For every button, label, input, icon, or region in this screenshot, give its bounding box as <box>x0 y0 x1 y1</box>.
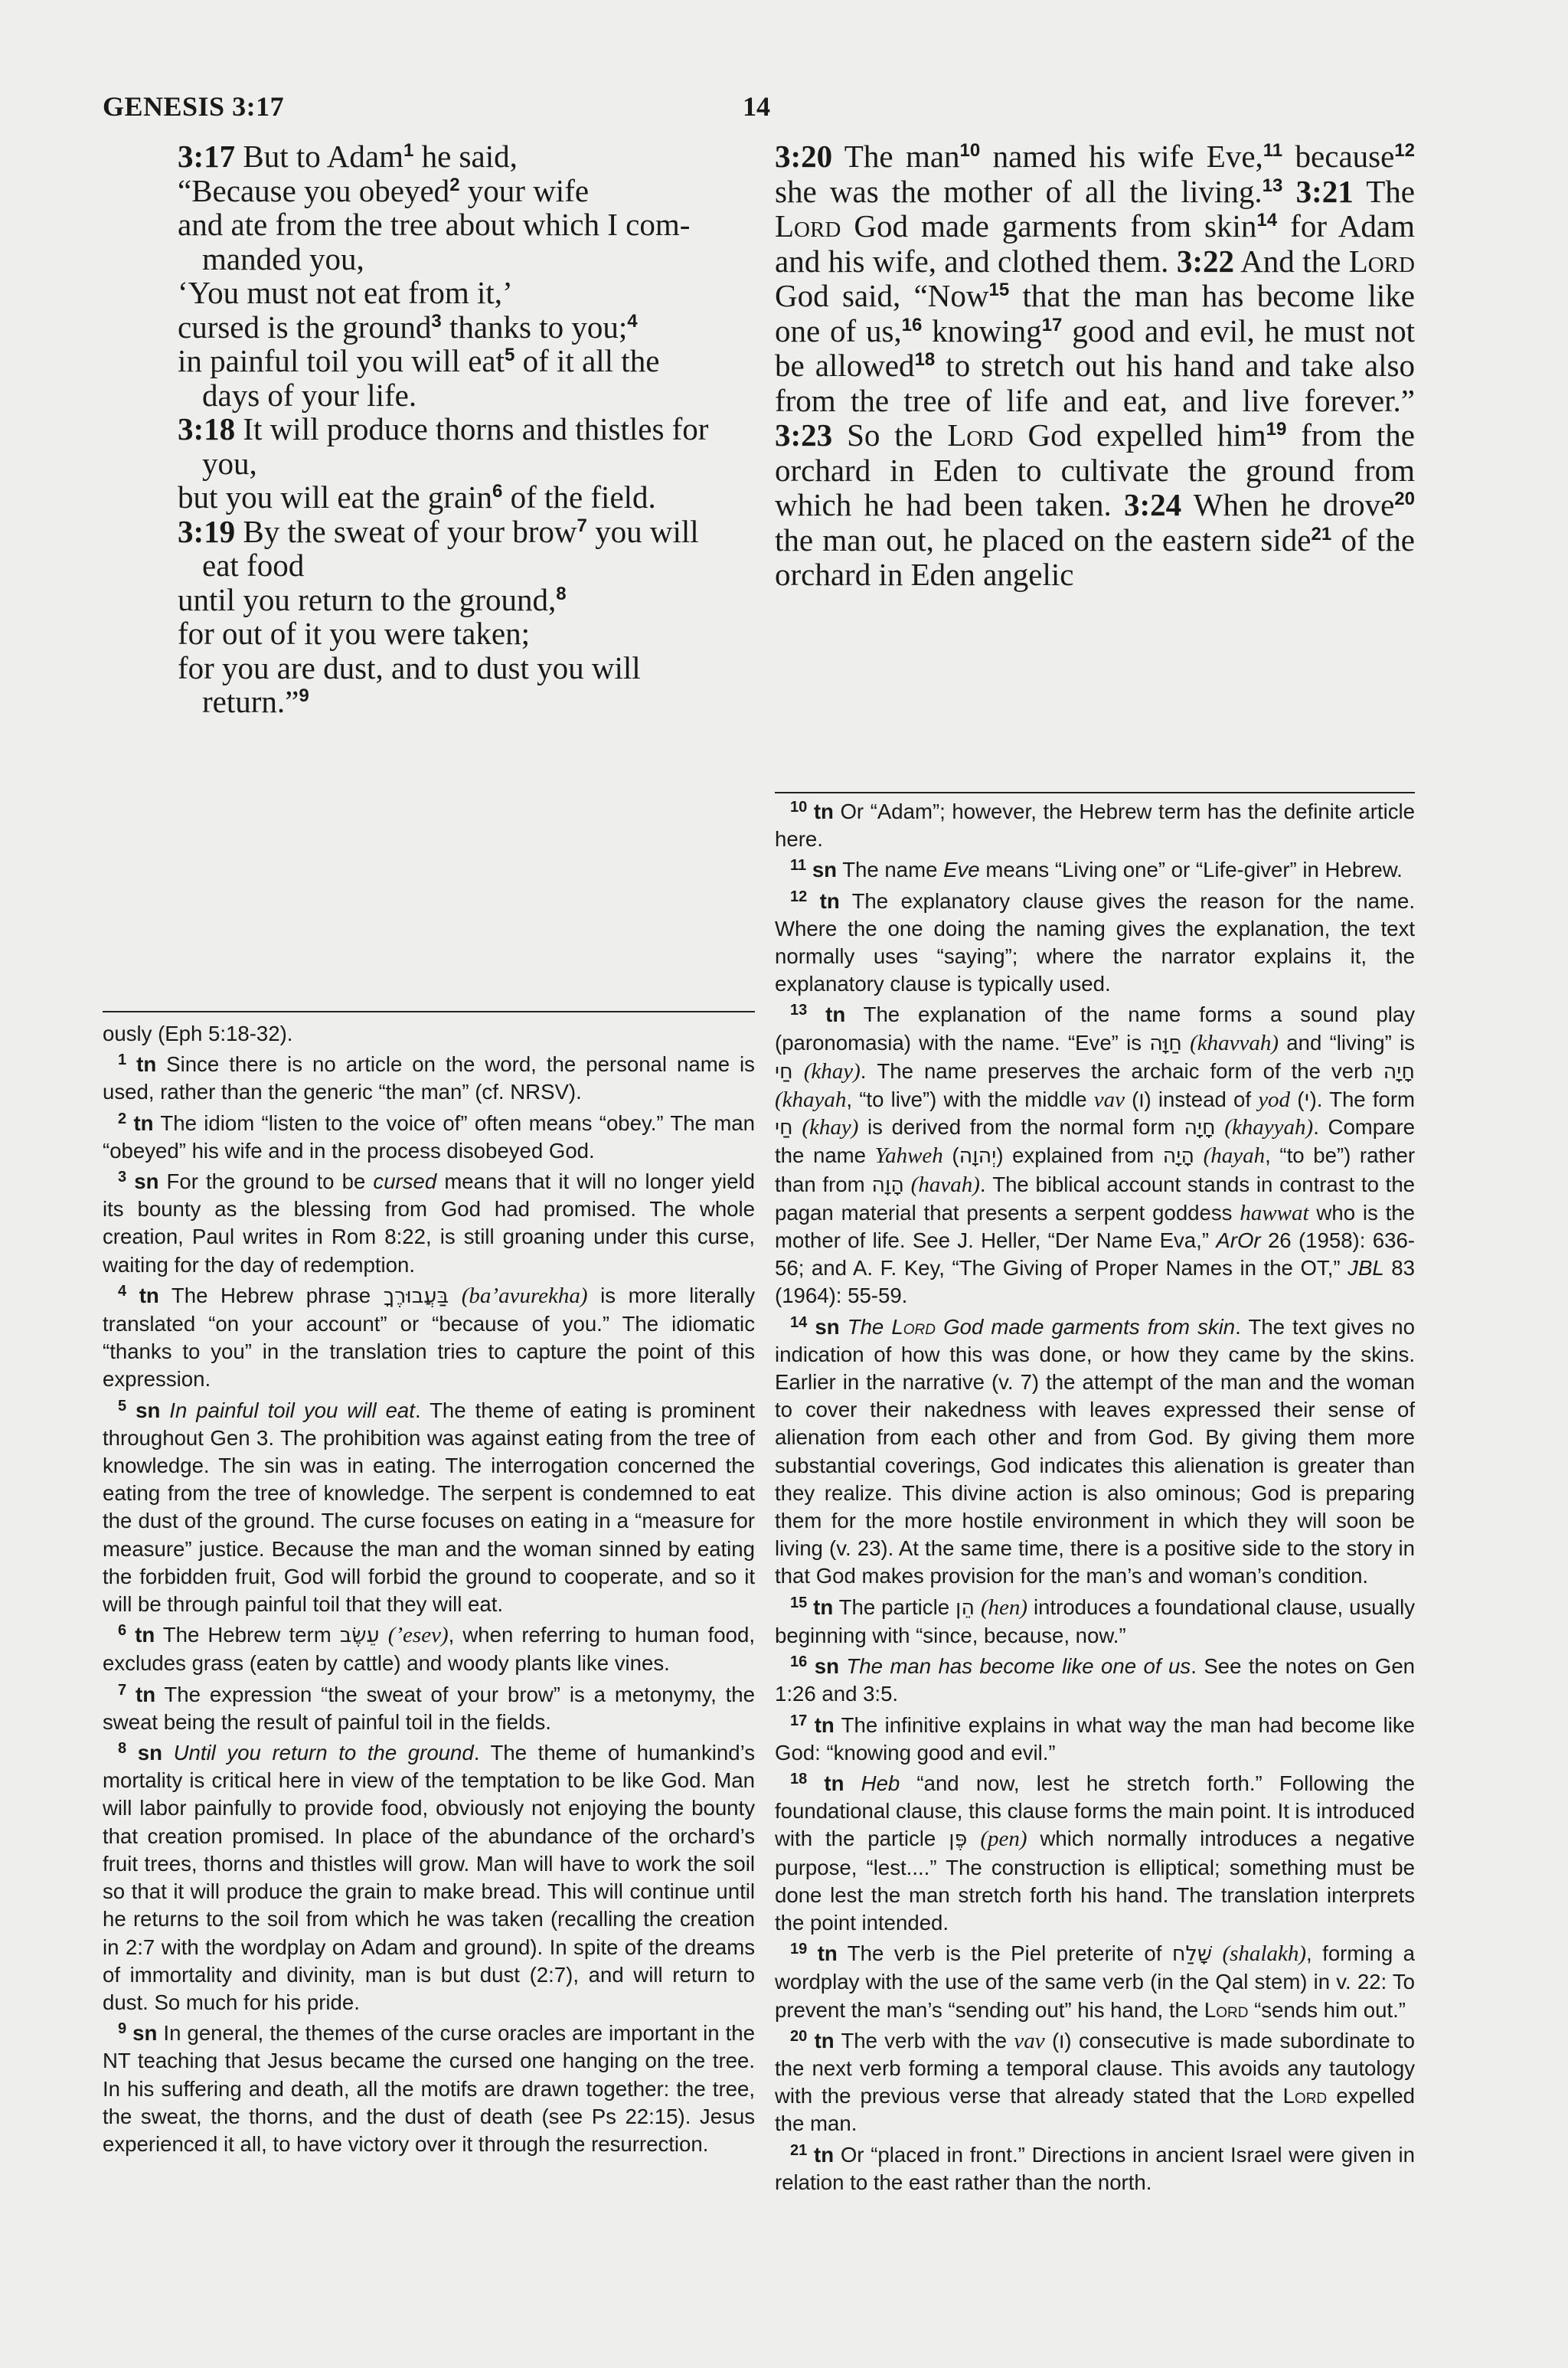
footnote <box>775 856 1415 884</box>
footnote <box>775 1594 1415 1650</box>
text-run: The <box>1353 173 1415 209</box>
footnote <box>775 1001 1415 1310</box>
italic-text: The <box>847 1314 892 1339</box>
verse-number: 3:22 <box>1176 243 1234 279</box>
footnote <box>103 1282 755 1394</box>
transliteration: (khayah <box>775 1088 847 1113</box>
text-run: , forming a wordplay with the use of the same verb (in the Qal stem) in v. 22: To prevent the man’s “sending out” his hand, the <box>775 1941 1415 2022</box>
hebrew-word: שָׁלַח <box>1171 1942 1212 1967</box>
footnote-number: 9 <box>118 2020 127 2038</box>
text-run: “and now, lest he stretch forth.” Following the foundational clause, this clause forms the main point. It is introduced with the particle <box>775 1771 1415 1851</box>
footnote <box>775 1653 1415 1708</box>
text-run: manded you, <box>202 240 364 276</box>
hebrew-word: עֵשֶׂב <box>339 1624 380 1648</box>
transliteration: (’esev) <box>387 1623 449 1648</box>
text-run: ously (Eph 5:18-32). <box>103 1022 293 1045</box>
footnote-tag: sn <box>815 1314 840 1339</box>
footnote-rule-left <box>103 1011 755 1012</box>
transliteration: (khayyah) <box>1224 1115 1314 1140</box>
transliteration: (shalakh) <box>1222 1941 1307 1967</box>
text-run: . The theme of eating is prominent throughout Gen 3. The prohibition was against eating from the tree of knowledge. The sin was in eating. The interrogation concerned the eating from the tree of knowledge. The serpent is condemned to eat the dust of the ground. The curse focuses on eating in a “measure for measure” justice. Because the man and the woman sinned by eating the forbidden fruit, God will forbid the ground to cooperate, and so it will be through painful toil that they will eat. <box>103 1398 756 1617</box>
footnote-number: 15 <box>790 1594 808 1611</box>
text-run: For the ground to be <box>158 1169 374 1194</box>
running-head: GENESIS 3:17 <box>103 91 285 122</box>
transliteration: (ba’avurekha) <box>461 1283 588 1308</box>
text-run <box>793 1115 802 1139</box>
footnote-number: 10 <box>790 799 808 816</box>
text-run <box>1182 1031 1190 1055</box>
verse-number: 3:24 <box>1124 487 1182 522</box>
transliteration: vav <box>1093 1088 1125 1113</box>
text-run: you will <box>586 513 699 549</box>
text-run: expelled the man. <box>775 2084 1415 2136</box>
footnote-marker: 4 <box>627 310 638 332</box>
poetry-line <box>178 583 760 617</box>
footnote-marker: 14 <box>1256 210 1278 231</box>
footnote-tag: sn <box>812 858 838 882</box>
text-run: It will produce thorns and thistles for <box>235 411 709 446</box>
text-run: “sends him out.” <box>1248 1997 1406 2022</box>
footnote-tag: sn <box>134 1169 159 1194</box>
text-run: Or “placed in front.” Directions in ancient Israel were given in relation to the east rather than the north. <box>775 2142 1415 2194</box>
italic-text: Heb <box>861 1771 900 1795</box>
footnote-tag: tn <box>133 1110 154 1135</box>
text-run <box>380 1623 388 1647</box>
footnote <box>103 1397 755 1619</box>
text-run: thanks to you; <box>441 309 628 345</box>
footnote-tag: sn <box>132 2021 158 2046</box>
footnote <box>775 798 1415 853</box>
footnote-marker: 1 <box>403 140 414 161</box>
footnote-number: 21 <box>790 2141 808 2159</box>
poetry-line <box>178 412 760 446</box>
text-run: But to Adam <box>235 139 403 174</box>
footnote <box>775 1313 1415 1591</box>
poetry-line <box>178 378 760 413</box>
footnote <box>775 1712 1415 1767</box>
verse-number: 3:21 <box>1295 173 1354 209</box>
small-caps-word: Lord <box>1204 1997 1249 2022</box>
footnotes-right-column <box>775 798 1415 2200</box>
text-run: because <box>1282 139 1395 174</box>
text-run: By the sweat of your brow <box>235 513 577 549</box>
small-caps-word: Lord <box>891 1314 936 1339</box>
footnote <box>775 888 1415 999</box>
poetry-line <box>178 242 760 276</box>
text-run: (ו) consecutive is made subordinate to the next verb forming a temporal clause. This avoids any tautology with the previous verse that already stated that the <box>775 2028 1415 2108</box>
footnote-number: 7 <box>118 1681 127 1699</box>
text-run: 83 (1964): 55-59. <box>775 1256 1415 1308</box>
poetry-line <box>178 344 760 378</box>
footnote-tag: sn <box>814 1654 839 1679</box>
footnote-tag: tn <box>814 2142 835 2167</box>
footnote <box>775 2027 1415 2138</box>
hebrew-word: חַי <box>775 1116 793 1140</box>
footnote-marker: 7 <box>577 515 587 536</box>
text-run: she was the mother of all the living. <box>775 173 1263 209</box>
footnote-tag: tn <box>825 1002 846 1027</box>
transliteration: (khay) <box>802 1115 859 1140</box>
small-caps-word: Lord <box>947 417 1014 453</box>
italic-text: cursed <box>373 1169 437 1194</box>
text-run: ( <box>942 1143 959 1168</box>
text-run: . The biblical account stands in contrast to the pagan material that presents a serpent goddess <box>775 1172 1416 1225</box>
text-run: is derived from the normal form <box>858 1115 1184 1140</box>
footnote-marker: 19 <box>1266 419 1287 440</box>
footnote-tag: tn <box>813 1594 834 1619</box>
footnotes-left-column <box>103 1020 755 2161</box>
footnote <box>103 1739 755 2016</box>
footnote-marker: 21 <box>1311 523 1332 545</box>
text-run: The verb is the Piel preterite of <box>837 1941 1172 1966</box>
text-run: The verb with the <box>834 2028 1014 2052</box>
hebrew-word: הָוָה <box>871 1173 904 1197</box>
hebrew-word: חַי <box>775 1059 793 1084</box>
text-run: who is the mother of life. See J. Heller, “Der Name Eva,” <box>775 1200 1416 1253</box>
footnote-tag: tn <box>817 1941 838 1966</box>
text-run: 26 (1958): 636-56; and A. F. Key, “The Giving of Proper Names in the OT,” <box>775 1228 1415 1280</box>
footnote-number: 13 <box>790 1002 808 1019</box>
text-run: eat food <box>202 548 305 583</box>
text-run <box>162 1741 174 1765</box>
text-run: In general, the themes of the curse oracles are important in the NT teaching that Jesus became the cursed one hanging on the tree. In his suffering and death, all the motifs are drawn together: the tree, the sweat, the thorns, and the dust of death (see Ps 22:15). Jesus experienced it all, to have victory over it through the resurrection. <box>103 2021 755 2156</box>
italic-text: JBL <box>1348 1256 1384 1280</box>
footnote-marker: 6 <box>492 481 503 502</box>
text-run <box>839 1654 846 1678</box>
text-run: which normally introduces a negative purpose, “lest....” The construction is elliptical; something must be done lest the man stretch forth his hand. The translation interprets the point intended. <box>775 1827 1415 1935</box>
footnote-tag: tn <box>814 1712 835 1737</box>
text-run: the man out, he placed on the eastern side <box>775 522 1312 558</box>
text-run: for Adam and his wife, and clothed them. <box>775 208 1415 279</box>
footnote <box>775 1770 1415 1937</box>
footnote-tag: tn <box>136 1682 156 1706</box>
footnote <box>103 1681 755 1736</box>
small-caps-word: Lord <box>1282 2084 1328 2108</box>
poetry-block-genesis-3-17-19 <box>178 139 760 719</box>
text-run: he said, <box>413 139 518 174</box>
footnote <box>103 1168 755 1279</box>
text-run: and “living” is <box>1279 1030 1415 1055</box>
text-run: Since there is no article on the word, the personal name is used, rather than the generic “the man” (cf. NRSV). <box>103 1052 755 1104</box>
footnote-tag: tn <box>139 1283 159 1307</box>
text-run <box>793 1059 804 1083</box>
italic-text: ArOr <box>1216 1228 1261 1253</box>
footnote-marker: 11 <box>1263 140 1283 161</box>
italic-text: Until you return to the ground <box>173 1741 474 1765</box>
text-run <box>1282 174 1295 209</box>
text-run: of it all the <box>514 343 660 378</box>
footnote-number: 5 <box>118 1397 127 1415</box>
text-run: for you are dust, and to dust you will <box>178 649 641 685</box>
text-run <box>1212 1941 1222 1965</box>
text-run: The explanation of the name forms a sound play (paronomasia) with the name. “Eve” is <box>775 1002 1415 1055</box>
text-run <box>840 1315 848 1339</box>
text-run <box>904 1173 911 1196</box>
text-run: (ו) instead of <box>1124 1088 1259 1112</box>
footnote-number: 17 <box>790 1712 808 1729</box>
poetry-line <box>178 480 760 515</box>
footnote <box>103 2020 755 2158</box>
text-run: ‘You must not eat from it,’ <box>178 275 513 310</box>
hebrew-word: חָיָה <box>1184 1116 1216 1140</box>
text-run: days of your life. <box>202 377 417 413</box>
footnote-number: 2 <box>118 1110 127 1127</box>
poetry-line <box>178 515 760 549</box>
text-run: introduces a foundational clause, usually beginning with “since, because, now.” <box>775 1594 1415 1647</box>
text-run <box>975 1595 981 1619</box>
footnote-number: 8 <box>118 1740 127 1758</box>
footnote-marker: 5 <box>505 345 515 365</box>
text-run: and ate from the tree about which I com- <box>178 207 691 242</box>
text-run <box>844 1771 861 1795</box>
poetry-line <box>178 139 760 174</box>
footnote-marker: 18 <box>914 349 936 370</box>
hebrew-word: חָיָה <box>1383 1059 1415 1084</box>
text-run: The Hebrew term <box>155 1623 340 1647</box>
footnote-marker: 13 <box>1262 175 1283 196</box>
text-run: that the man has become like one of us, <box>775 278 1415 348</box>
footnote-number: 16 <box>790 1653 808 1671</box>
text-run: . Compare the name <box>775 1115 1416 1168</box>
footnote-marker: 17 <box>1041 314 1063 335</box>
text-run: means that it will no longer yield its bounty as the blessing from God had promised. The whole creation, Paul writes in Rom 8:22, is still groaning under this curse, waiting for the day of redemption. <box>103 1169 756 1277</box>
text-run: , when referring to human food, excludes grass (eaten by cattle) and woody plants like vines. <box>103 1623 755 1676</box>
footnote-marker: 10 <box>959 140 981 161</box>
hebrew-word: בַּעֲבוּרֶךָ <box>383 1284 449 1308</box>
footnote <box>775 2141 1415 2196</box>
page-number: 14 <box>743 91 770 122</box>
footnote-marker: 3 <box>431 310 442 332</box>
poetry-line <box>178 208 760 242</box>
verse-number: 3:17 <box>178 139 236 174</box>
text-run: The idiom “listen to the voice of” often means “obey.” The man “obeyed” his wife and in the process disobeyed God. <box>103 1110 756 1163</box>
italic-text: God made garments from skin <box>936 1314 1236 1339</box>
footnote-number: 19 <box>790 1941 808 1958</box>
text-run: ) explained from <box>996 1143 1163 1168</box>
footnote <box>103 1621 755 1677</box>
transliteration: Yahweh <box>874 1143 943 1169</box>
transliteration: (pen) <box>980 1827 1027 1852</box>
text-run: to stretch out his hand and take also from the tree of life and eat, and live forever.” <box>775 348 1415 418</box>
text-run: is more literally translated “on your account” or “because of you.” The idiomatic “thanks to you” in the translation tries to capture the point of this expression. <box>103 1283 756 1392</box>
footnote-marker: 8 <box>556 583 567 604</box>
transliteration: yod <box>1258 1088 1291 1113</box>
poetry-line <box>178 548 760 583</box>
text-run: . The name preserves the archaic form of the verb <box>860 1058 1383 1083</box>
footnote-number: 20 <box>790 2027 808 2045</box>
transliteration: (hayah <box>1203 1143 1266 1169</box>
text-run: (י). The form <box>1290 1088 1416 1112</box>
transliteration: (havah) <box>910 1172 980 1197</box>
text-run <box>967 1827 980 1850</box>
text-run: knowing <box>922 312 1042 348</box>
poetry-line <box>178 446 760 481</box>
text-run: God made garments from skin <box>841 208 1257 244</box>
italic-text: In painful toil you will eat <box>169 1398 415 1422</box>
text-run: , “to be”) rather than from <box>775 1143 1416 1196</box>
hebrew-word: יְהוָה <box>959 1144 997 1169</box>
poetry-line <box>178 651 760 685</box>
footnote <box>775 1940 1415 2024</box>
text-run: your wife <box>459 172 590 208</box>
italic-text: The man has become like one of us <box>846 1654 1191 1679</box>
footnote-marker: 16 <box>901 314 923 335</box>
text-run: So the <box>832 417 948 453</box>
text-run: The man <box>832 139 960 174</box>
text-run: The name <box>837 858 944 882</box>
footnote-tag: tn <box>824 1771 844 1795</box>
footnote-marker: 15 <box>988 280 1010 300</box>
footnote-number: 4 <box>118 1282 127 1300</box>
footnote-tag: tn <box>813 800 834 823</box>
text-run: The explanatory clause gives the reason for the name. Where the one doing the naming gives the explanation, the text normally uses “saying”; where the narrator explains it, the explanatory clause is typically used. <box>775 888 1415 996</box>
hebrew-word: הָיָה <box>1162 1144 1194 1169</box>
verse-number: 3:18 <box>178 411 236 446</box>
text-run: in painful toil you will eat <box>178 343 505 378</box>
text-run <box>1216 1115 1225 1139</box>
text-run: good and evil, he must not be allowed <box>775 312 1415 383</box>
text-run: return.” <box>202 684 299 719</box>
verse-number: 3:23 <box>775 417 833 453</box>
text-run: you, <box>202 445 257 481</box>
footnote <box>103 1051 755 1106</box>
prose-block-genesis-3-20-24 <box>775 139 1415 593</box>
transliteration: (khavvah) <box>1190 1030 1279 1055</box>
text-run: of the orchard in Eden angelic <box>775 522 1415 592</box>
text-run: until you return to the ground, <box>178 581 557 617</box>
footnote-tag: tn <box>135 1623 155 1647</box>
text-run <box>1194 1143 1204 1167</box>
transliteration: (hen) <box>980 1594 1028 1620</box>
hebrew-word: פֶּן <box>949 1827 968 1852</box>
text-run: named his wife Eve, <box>980 139 1263 174</box>
text-run: God expelled him <box>1013 417 1266 453</box>
footnote-marker: 2 <box>449 174 460 195</box>
text-run: , “to live”) with the middle <box>846 1088 1094 1112</box>
text-run: means “Living one” or “Life-giver” in Hebrew. <box>979 858 1403 882</box>
text-run: The Hebrew phrase <box>158 1283 384 1307</box>
hebrew-word: חַוָּה <box>1149 1031 1182 1055</box>
footnote-tag: sn <box>136 1398 161 1422</box>
footnote-number: 1 <box>118 1052 127 1069</box>
verse-number: 3:19 <box>178 513 236 549</box>
footnote-tag: sn <box>137 1741 162 1765</box>
footnote-number: 11 <box>790 857 807 875</box>
text-run: from the orchard in Eden to cultivate the ground from which he had been taken. <box>775 417 1415 522</box>
text-run: of the field. <box>502 479 656 515</box>
poetry-line <box>178 617 760 651</box>
footnote <box>103 1020 755 1048</box>
italic-text: Eve <box>943 858 980 882</box>
text-run <box>160 1398 169 1422</box>
text-run: The infinitive explains in what way the man had become like God: “knowing good and evil.” <box>775 1712 1415 1765</box>
footnote <box>103 1110 755 1165</box>
footnote-tag: tn <box>136 1052 157 1077</box>
text-run <box>449 1284 462 1307</box>
text-run: but you will eat the grain <box>178 479 493 515</box>
text-run: And the <box>1233 243 1349 279</box>
poetry-line <box>178 174 760 208</box>
text-run: . The text gives no indication of how this was done, or how they came by the skins. Earlier in the narrative (v. 7) the attempt of the man and the woman to cover their nakedness with leaves expressed their sense of alienation from each other and from God. By giving them more substantial coverings, God indicates this alienation is greater than they realize. This divine action is also ominous; God is preparing them for the more hostile environment in which they will soon be living (v. 23). At the same time, there is a positive side to the story in that God makes provision for the man’s and woman’s condition. <box>775 1314 1416 1588</box>
text-run: When he drove <box>1181 487 1395 522</box>
text-run: cursed is the ground <box>178 309 432 345</box>
footnote-number: 3 <box>118 1169 127 1186</box>
footnote-number: 6 <box>118 1622 127 1640</box>
poetry-line <box>178 310 760 345</box>
footnote-number: 18 <box>790 1770 808 1787</box>
footnote-tag: tn <box>814 2028 835 2052</box>
text-run: for out of it you were taken; <box>178 616 530 651</box>
transliteration: (khay) <box>803 1058 861 1084</box>
small-caps-word: Lord <box>775 208 841 244</box>
poetry-line <box>178 685 760 719</box>
footnote-number: 12 <box>790 888 808 905</box>
footnote-number: 14 <box>790 1313 808 1331</box>
footnote-rule-right <box>775 792 1415 793</box>
transliteration: hawwat <box>1240 1200 1309 1225</box>
text-run: Or “Adam”; however, the Hebrew term has the definite article here. <box>775 800 1416 852</box>
hebrew-word: הֵן <box>955 1595 975 1620</box>
small-caps-word: Lord <box>1348 243 1415 279</box>
text-run: “Because you obeyed <box>178 172 450 208</box>
footnote-tag: tn <box>819 888 840 913</box>
footnote-marker: 20 <box>1394 489 1415 509</box>
text-run: . See the notes on Gen 1:26 and 3:5. <box>775 1654 1416 1706</box>
poetry-line <box>178 276 760 310</box>
text-run: The expression “the sweat of your brow” is a metonymy, the sweat being the result of painful toil in the fields. <box>103 1682 755 1734</box>
text-run: God said, “Now <box>775 278 989 313</box>
footnote-marker: 9 <box>299 685 309 706</box>
footnote-marker: 12 <box>1394 140 1415 161</box>
text-run: . The theme of humankind’s mortality is critical here in view of the temptation to be like God. Man will labor painfully to provide food, obviously not enjoying the bounty that creation promised. In place of the abundance of the orchard’s fruit trees, thorns and thistles will grow. Man will have to work the soil so that it will produce the grain to make bread. This will continue until he returns to the soil from which he was taken (recalling the creation in 2:7 with the wordplay on Adam and ground). In spite of the dreams of immortality and divinity, man is but dust (2:7), and will return to dust. So much for his pride. <box>103 1741 756 2014</box>
text-run: The particle <box>833 1594 956 1619</box>
transliteration: vav <box>1014 2028 1045 2053</box>
verse-number: 3:20 <box>775 139 833 174</box>
